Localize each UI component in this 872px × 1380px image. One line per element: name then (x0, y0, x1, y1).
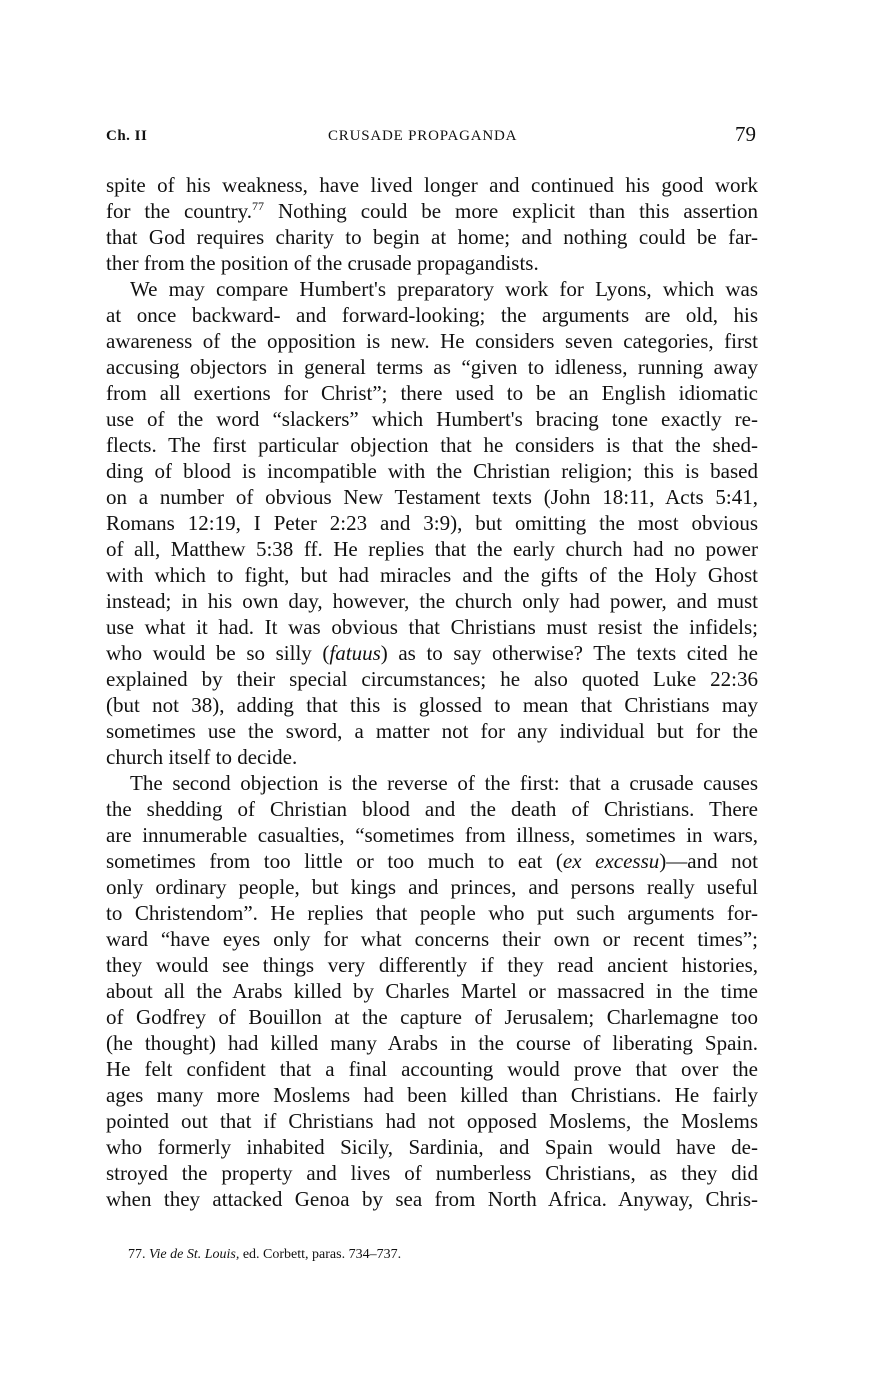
text-line: instead; in his own day, however, the church only had power, and must (106, 589, 758, 613)
text-line: awareness of the opposition is new. He considers seven categories, first (106, 329, 758, 353)
italic-term: fatuus (329, 641, 381, 665)
text-line: who formerly inhabited Sicily, Sardinia, and Spain would have de- (106, 1135, 758, 1159)
text-line: of all, Matthew 5:38 ff. He replies that the early church had no power (106, 537, 758, 561)
running-title: CRUSADE PROPAGANDA (328, 128, 518, 144)
text-line: when they attacked Genoa by sea from North Africa. Anyway, Chris- (106, 1187, 758, 1211)
text-line: that God requires charity to begin at home; and nothing could be far- (106, 225, 758, 249)
chapter-label: Ch. II (106, 128, 148, 144)
text-line: He felt confident that a final accounting would prove that over the (106, 1057, 758, 1081)
text-line: only ordinary people, but kings and princes, and persons really useful (106, 875, 758, 899)
text-line: ages many more Moslems had been killed than Christians. He fairly (106, 1083, 758, 1107)
text-line: at once backward- and forward-looking; the arguments are old, his (106, 303, 758, 327)
text-line: about all the Arabs killed by Charles Martel or massacred in the time (106, 979, 758, 1003)
page-number: 79 (735, 122, 756, 146)
text-line: with which to fight, but had miracles and the gifts of the Holy Ghost (106, 563, 758, 587)
text-line: pointed out that if Christians had not opposed Moslems, the Moslems (106, 1109, 758, 1133)
text-line: who would be so silly (fatuus) as to say otherwise? The texts cited he (106, 641, 759, 665)
text-line: church itself to decide. (106, 745, 298, 769)
text-line: (he thought) had killed many Arabs in the course of liberating Spain. (106, 1031, 758, 1055)
text-line: use of the word “slackers” which Humbert's bracing tone exactly re- (106, 407, 758, 431)
text-line: to Christendom”. He replies that people who put such arguments for- (106, 901, 758, 925)
text-line: sometimes from too little or too much to eat (ex excessu)—and not (106, 849, 758, 873)
body-text (106, 172, 758, 1212)
text-line: stroyed the property and lives of numberless Christians, as they did (106, 1161, 758, 1185)
text-line: they would see things very differently if they read ancient histories, (106, 953, 758, 977)
text-line: accusing objectors in general terms as “given to idleness, running away (106, 355, 758, 379)
footnote-citation: ed. Corbett, paras. 734–737. (239, 1247, 402, 1262)
footnote (128, 1247, 401, 1263)
text-line: ding of blood is incompatible with the Christian religion; this is based (106, 459, 758, 483)
text-line: We may compare Humbert's preparatory work for Lyons, which was (130, 277, 758, 301)
footnote-number: 77. (128, 1247, 146, 1262)
text-line: on a number of obvious New Testament texts (John 18:11, Acts 5:41, (106, 485, 758, 509)
text-line: flects. The first particular objection that he considers is that the shed- (106, 433, 758, 457)
text-line: explained by their special circumstances; he also quoted Luke 22:36 (106, 667, 758, 691)
text-line: for the country.$^{77}$ Nothing could be more explicit than this assertion (106, 199, 758, 223)
text-line: the shedding of Christian blood and the death of Christians. There (106, 797, 758, 821)
text-line: Romans 12:19, I Peter 2:23 and 3:9), but omitting the most obvious (106, 511, 758, 535)
text-line: ward “have eyes only for what concerns their own or recent times”; (106, 927, 758, 951)
text-line: of Godfrey of Bouillon at the capture of Jerusalem; Charlemagne too (106, 1005, 758, 1029)
text-line: from all exertions for Christ”; there used to be an English idiomatic (106, 381, 758, 405)
text-line: sometimes use the sword, a matter not for any individual but for the (106, 719, 758, 743)
italic-term: ex excessu (562, 849, 660, 873)
footnote-title: Vie de St. Louis, (149, 1247, 240, 1262)
footnote-ref: 77 (252, 199, 265, 213)
running-header (106, 122, 758, 152)
text-line: use what it had. It was obvious that Christians must resist the infidels; (106, 615, 758, 639)
text-line: spite of his weakness, have lived longer and continued his good work (106, 173, 758, 197)
text-line: ther from the position of the crusade propagandists. (106, 251, 539, 275)
text-line: The second objection is the reverse of the first: that a crusade causes (130, 771, 758, 795)
text-line: are innumerable casualties, “sometimes from illness, sometimes in wars, (106, 823, 758, 847)
text-line: (but not 38), adding that this is glossed to mean that Christians may (106, 693, 758, 717)
